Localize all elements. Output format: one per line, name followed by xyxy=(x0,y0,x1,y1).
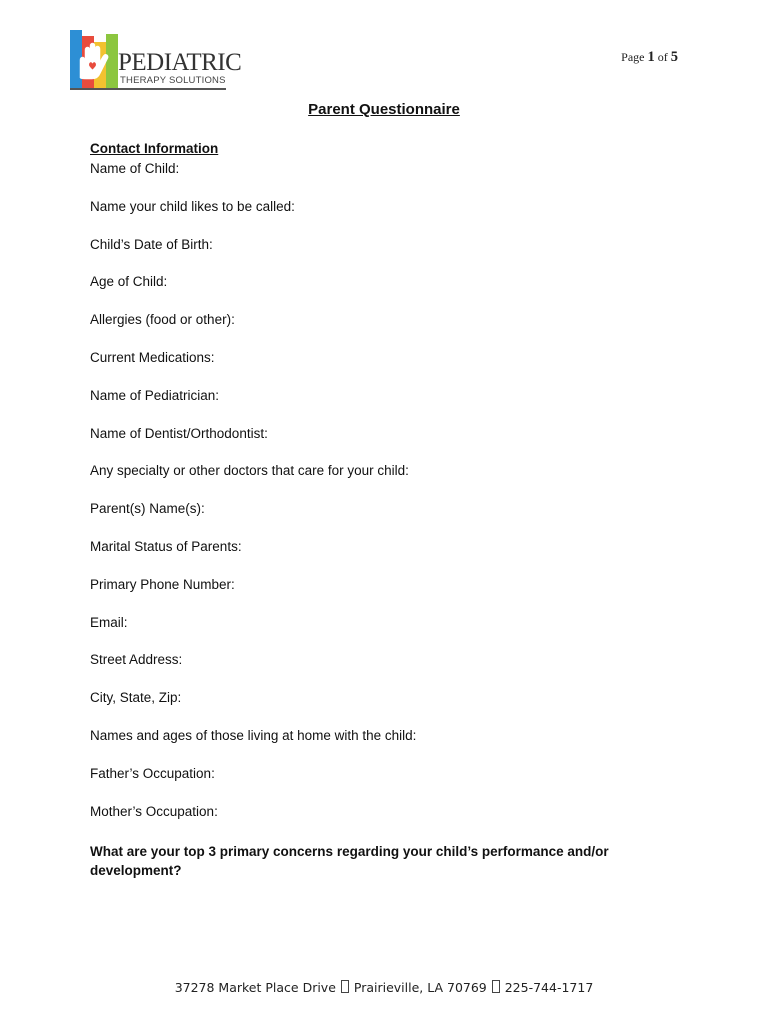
logo-subtitle: THERAPY SOLUTIONS xyxy=(120,75,226,86)
footer-city: Prairieville, LA 70769 xyxy=(353,980,487,995)
field-email: Email: xyxy=(90,614,128,630)
field-phone: Primary Phone Number: xyxy=(90,576,235,592)
field-child-name: Name of Child: xyxy=(90,161,180,176)
field-allergies: Allergies (food or other): xyxy=(90,312,235,328)
page-current: 1 xyxy=(647,49,655,65)
company-logo xyxy=(70,30,242,92)
field-city-state-zip: City, State, Zip: xyxy=(90,690,182,706)
footer-contact xyxy=(0,980,768,995)
field-dentist: Name of Dentist/Orthodontist: xyxy=(90,425,268,441)
logo-graphic xyxy=(70,30,120,88)
contact-fields-list xyxy=(90,160,680,840)
field-parent-names: Parent(s) Name(s): xyxy=(90,501,205,517)
document-title: Parent Questionnaire xyxy=(308,101,460,118)
field-marital-status: Marital Status of Parents: xyxy=(90,538,242,554)
logo-title: PEDIATRIC xyxy=(118,49,242,76)
separator-glyph xyxy=(492,980,500,993)
footer-phone: 225-744-1717 xyxy=(504,980,594,995)
separator-glyph xyxy=(341,980,349,993)
page-number xyxy=(621,49,678,66)
field-mother-occupation: Mother’s Occupation: xyxy=(90,803,218,819)
field-specialty-doctors: Any specialty or other doctors that care for your child: xyxy=(90,463,409,479)
field-date-of-birth: Child’s Date of Birth: xyxy=(90,236,213,252)
field-street-address: Street Address: xyxy=(90,652,183,668)
page-label: Page xyxy=(621,50,645,64)
field-preferred-name: Name your child likes to be called: xyxy=(90,198,295,214)
page-total: 5 xyxy=(670,49,678,65)
contact-section-heading: Contact Information xyxy=(90,141,219,156)
field-age: Age of Child: xyxy=(90,274,168,290)
logo-underline xyxy=(70,88,226,90)
page-of: of xyxy=(657,50,668,64)
field-pediatrician: Name of Pediatrician: xyxy=(90,387,220,403)
field-household-members: Names and ages of those living at home with the child: xyxy=(90,727,417,743)
field-father-occupation: Father’s Occupation: xyxy=(90,765,215,781)
footer-address: 37278 Market Place Drive xyxy=(174,980,336,995)
field-medications: Current Medications: xyxy=(90,349,215,365)
concerns-question: What are your top 3 primary concerns regarding your child’s performance and/or development? xyxy=(90,844,609,878)
